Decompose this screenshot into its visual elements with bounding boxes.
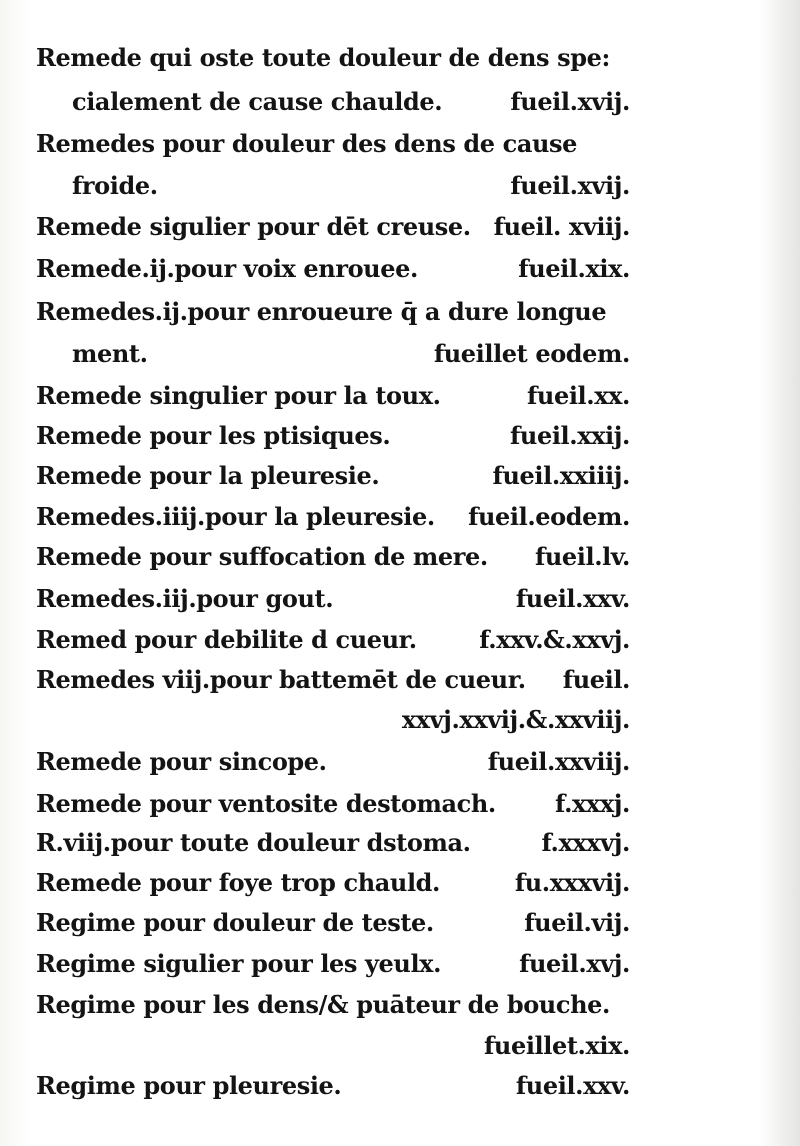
entry-text: R.viij.pour toute douleur dstoma. [36, 828, 471, 857]
entry-text: Remed pour debilite d cueur. [36, 625, 417, 654]
folio-reference: fu.xxxvij. [514, 868, 630, 897]
index-line [36, 784, 630, 824]
folio-reference: fueil.xxij. [509, 421, 630, 450]
index-line [36, 1026, 630, 1066]
index-line [36, 579, 630, 619]
folio-reference: fueil. [562, 665, 630, 694]
folio-reference: fueil.xvj. [519, 949, 630, 978]
entry-text: Remede pour ventosite destomach. [36, 789, 496, 818]
folio-reference: fueil.xvij. [510, 171, 630, 200]
entry-text: Remedes viij.pour battemēt de cueur. [36, 665, 526, 694]
folio-reference: fueil.xxv. [515, 584, 630, 613]
index-line [36, 700, 630, 740]
entry-text: Remedes.iij.pour gout. [36, 584, 334, 613]
entry-text: Regime sigulier pour les yeulx. [36, 949, 442, 978]
entry-text: Remede pour la pleuresie. [36, 461, 380, 490]
index-line [36, 985, 630, 1025]
entry-text: Remedes.iiij.pour la pleuresie. [36, 502, 435, 531]
index-line [36, 249, 630, 289]
folio-reference: fueil. xviij. [493, 212, 630, 241]
index-line [36, 903, 630, 943]
index-line [36, 620, 630, 660]
folio-reference: f.xxv.&.xxvj. [479, 625, 630, 654]
index-line [36, 863, 630, 903]
index-line [36, 742, 630, 782]
index-line [36, 416, 630, 456]
entry-text: cialement de cause chaulde. [72, 87, 443, 116]
index-line [36, 537, 630, 577]
index-line [36, 292, 630, 332]
folio-reference: fueil.lv. [534, 542, 630, 571]
entry-text: Remede sigulier pour dēt creuse. [36, 212, 471, 241]
folio-reference: fueil.xxiiij. [492, 461, 630, 490]
index-line [36, 207, 630, 247]
index-line [36, 823, 630, 863]
index-line [36, 660, 630, 700]
folio-reference: fueillet.xix. [484, 1031, 630, 1060]
index-line [36, 497, 630, 537]
index-line [72, 334, 630, 374]
index-line [36, 38, 630, 78]
index-line [36, 456, 630, 496]
index-line [72, 82, 630, 122]
folio-reference: f.xxxvj. [541, 828, 630, 857]
folio-reference: fueil.xxviij. [487, 747, 630, 776]
entry-text: Regime pour douleur de teste. [36, 908, 434, 937]
index-line [72, 166, 630, 206]
entry-text: Remede pour sincope. [36, 747, 327, 776]
entry-text: Remede pour suffocation de mere. [36, 542, 488, 571]
entry-text: Remede.ij.pour voix enrouee. [36, 254, 418, 283]
entry-text: Remedes.ij.pour enroueure q̄ a dure longue [36, 297, 607, 326]
entry-text: Remede pour les ptisiques. [36, 421, 391, 450]
index-line [36, 124, 630, 164]
folio-reference: fueil.xix. [518, 254, 630, 283]
entry-text: Remede singulier pour la toux. [36, 381, 441, 410]
entry-text: ment. [72, 339, 148, 368]
folio-reference: f.xxxj. [555, 789, 630, 818]
folio-reference: fueil.xvij. [510, 87, 630, 116]
folio-reference: xxvj.xxvij.&.xxviij. [401, 705, 630, 734]
folio-reference: fueil.vij. [524, 908, 630, 937]
entry-text: Regime pour pleuresie. [36, 1071, 342, 1100]
folio-reference: fueillet eodem. [433, 339, 630, 368]
folio-reference: fueil.eodem. [468, 502, 630, 531]
entry-text: Remede pour foye trop chauld. [36, 868, 441, 897]
folio-reference: fueil.xx. [526, 381, 630, 410]
index-line [36, 1066, 630, 1106]
entry-text: Regime pour les dens/& puāteur de bouche. [36, 990, 610, 1019]
entry-text: Remede qui oste toute douleur de dens spe: [36, 43, 610, 72]
folio-reference: fueil.xxv. [515, 1071, 630, 1100]
index-line [36, 376, 630, 416]
entry-text: Remedes pour douleur des dens de cause [36, 129, 577, 158]
entry-text: froide. [72, 171, 158, 200]
index-line [36, 944, 630, 984]
